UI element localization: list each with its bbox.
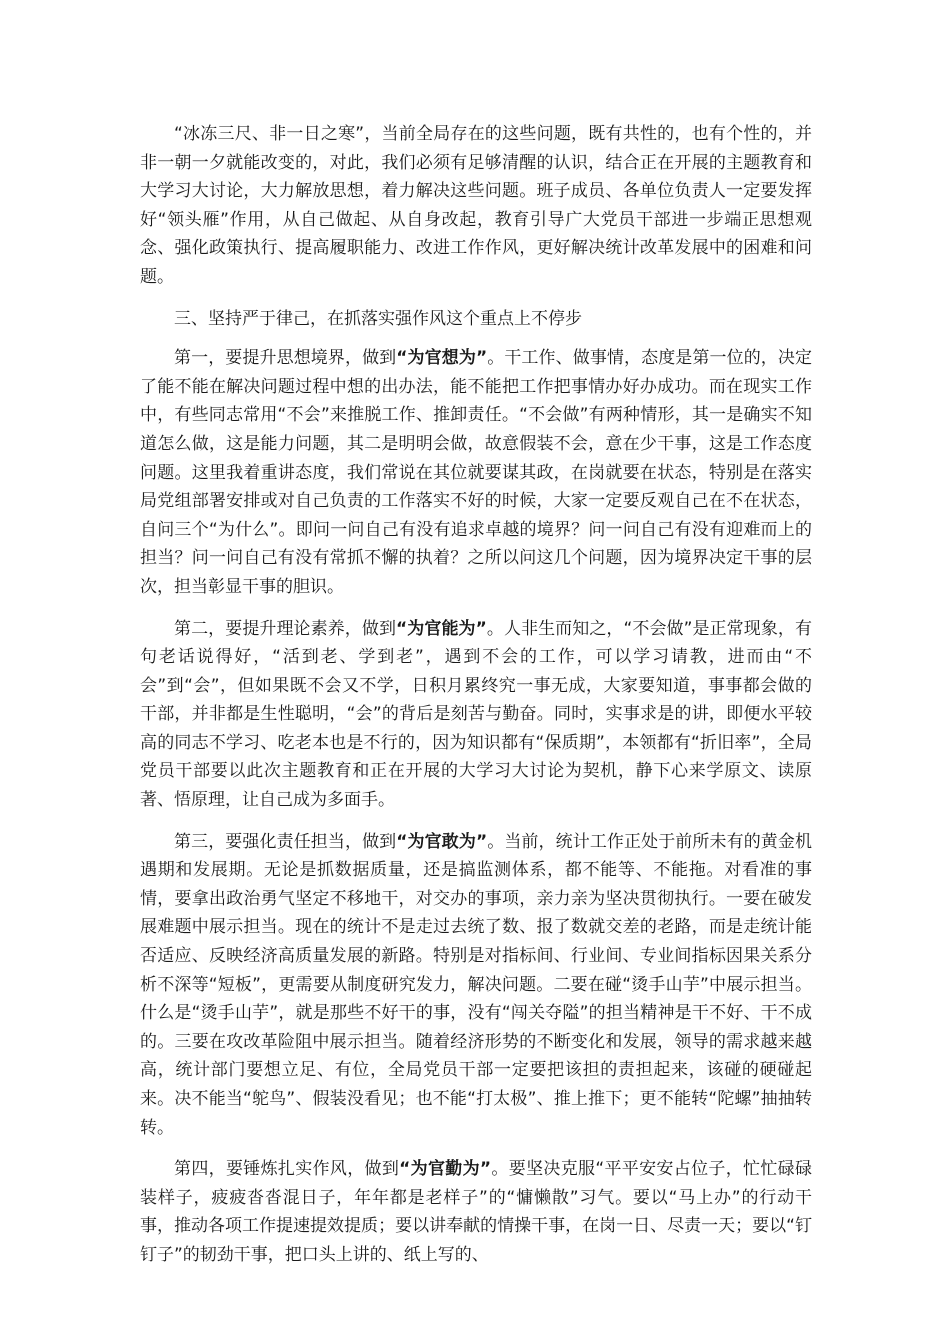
paragraph-text: 。当前，统计工作正处于前所未有的黄金机遇期和发展期。无论是抓数据质量，还是搞监测体系，都不能等、不能拖。对看准的事情，要拿出政治勇气坚定不移地干，对交办的事项，亲力亲为坚决贯彻执行。一要在破发展难题中展示担当。现在的统计不是走过去统了数、报了数就交差的老路，而是走统计能否适应、反映经济高质量发展的新路。特别是对指标间、行业间、专业间指标因果关系分析不深等“短板”，更需要从制度研究发力，解决问题。二要在碰“烫手山芋”中展示担当。什么是“烫手山芋”，就是那些不好干的事，没有“闯关夺隘”的担当精神是干不好、干不成的。三要在攻改革险阻中展示担当。随着经济形势的不断变化和发展，领导的需求越来越高，统计部门要想立足、有位，全局党员干部一定要把该担的责担起来，该碰的硬碰起来。决不能当“鸵鸟”、假装没看见；也不能“打太极”、推上推下；更不能转“陀螺”抽抽转转。 [140,831,812,1138]
paragraph-emphasis: “为官能为” [396,618,487,639]
section-heading [140,305,812,334]
paragraph-lead: 第三，要强化责任担当，做到 [174,831,397,852]
paragraph-text: “冰冻三尺、非一日之寒”，当前全局存在的这些问题，既有共性的，也有个性的，并非一朝一夕就能改变的，对此，我们必须有足够清醒的认识，结合正在开展的主题教育和大学习大讨论，大力解放思想，着力解决这些问题。班子成员、各单位负责人一定要发挥好“领头雁”作用，从自己做起、从自身改起，教育引导广大党员干部进一步端正思想观念、强化政策执行、提高履职能力、改进工作作风，更好解决统计改革发展中的困难和问题。 [140,124,812,287]
paragraph-emphasis: “为官勤为” [399,1159,492,1180]
paragraph-lead: 第四，要锤炼扎实作风，做到 [174,1159,400,1180]
paragraph-intro [140,120,812,292]
section-heading-text: 三、坚持严于律己，在抓落实强作风这个重点上不停步 [174,308,582,329]
paragraph-text: 。干工作、做事情，态度是第一位的，决定了能不能在解决问题过程中想的出办法，能不能把工作把事情办好办成功。而在现实工作中，有些同志常用“不会”来推脱工作、推卸责任。“不会做”有两种情形，其一是确实不知道怎么做，这是能力问题，其二是明明会做，故意假装不会，意在少干事，这是工作态度问题。这里我着重讲态度，我们常说在其位就要谋其政，在岗就要在状态，特别是在落实局党组部署安排或对自己负责的工作落实不好的时候，大家一定要反观自己在不在状态，自问三个“为什么”。即问一问自己有没有追求卓越的境界？问一问自己有没有迎难而上的担当？问一问自己有没有常抓不懈的执着？之所以问这几个问题，因为境界决定干事的层次，担当彰显干事的胆识。 [140,348,812,597]
paragraph-point-two [140,615,812,815]
paragraph-point-three [140,828,812,1143]
paragraph-text: 。人非生而知之，“不会做”是正常现象，有句老话说得好，“活到老、学到老”，遇到不会的工作，可以学习请教，进而由“不会”到“会”，但如果既不会又不学，日积月累终究一事无成，大家要知道，事事都会做的干部，并非都是生性聪明，“会”的背后是刻苦与勤奋。同时，实事求是的讲，即便水平较高的同志不学习、吃老本也是不行的，因为知识都有“保质期”，本领都有“折旧率”，全局党员干部要以此次主题教育和正在开展的大学习大讨论为契机，静下心来学原文、读原著、悟原理，让自己成为多面手。 [140,618,812,811]
paragraph-point-four [140,1155,812,1269]
paragraph-point-one [140,344,812,601]
paragraph-text: 。要坚决克服“平平安安占位子，忙忙碌碌装样子，疲疲沓沓混日子，年年都是老样子”的“慵懒散”习气。要以“马上办”的行动干事，推动各项工作提速提效提质；要以讲奉献的情操干事，在岗一日、尽责一天；要以“钉钉子”的韧劲干事，把口头上讲的、纸上写的、 [140,1159,812,1265]
document-body [140,120,812,1283]
paragraph-emphasis: “为官敢为” [396,831,488,852]
paragraph-emphasis: “为官想为” [396,348,488,369]
paragraph-lead: 第一，要提升思想境界，做到 [174,348,397,369]
paragraph-lead: 第二，要提升理论素养，做到 [174,618,397,639]
